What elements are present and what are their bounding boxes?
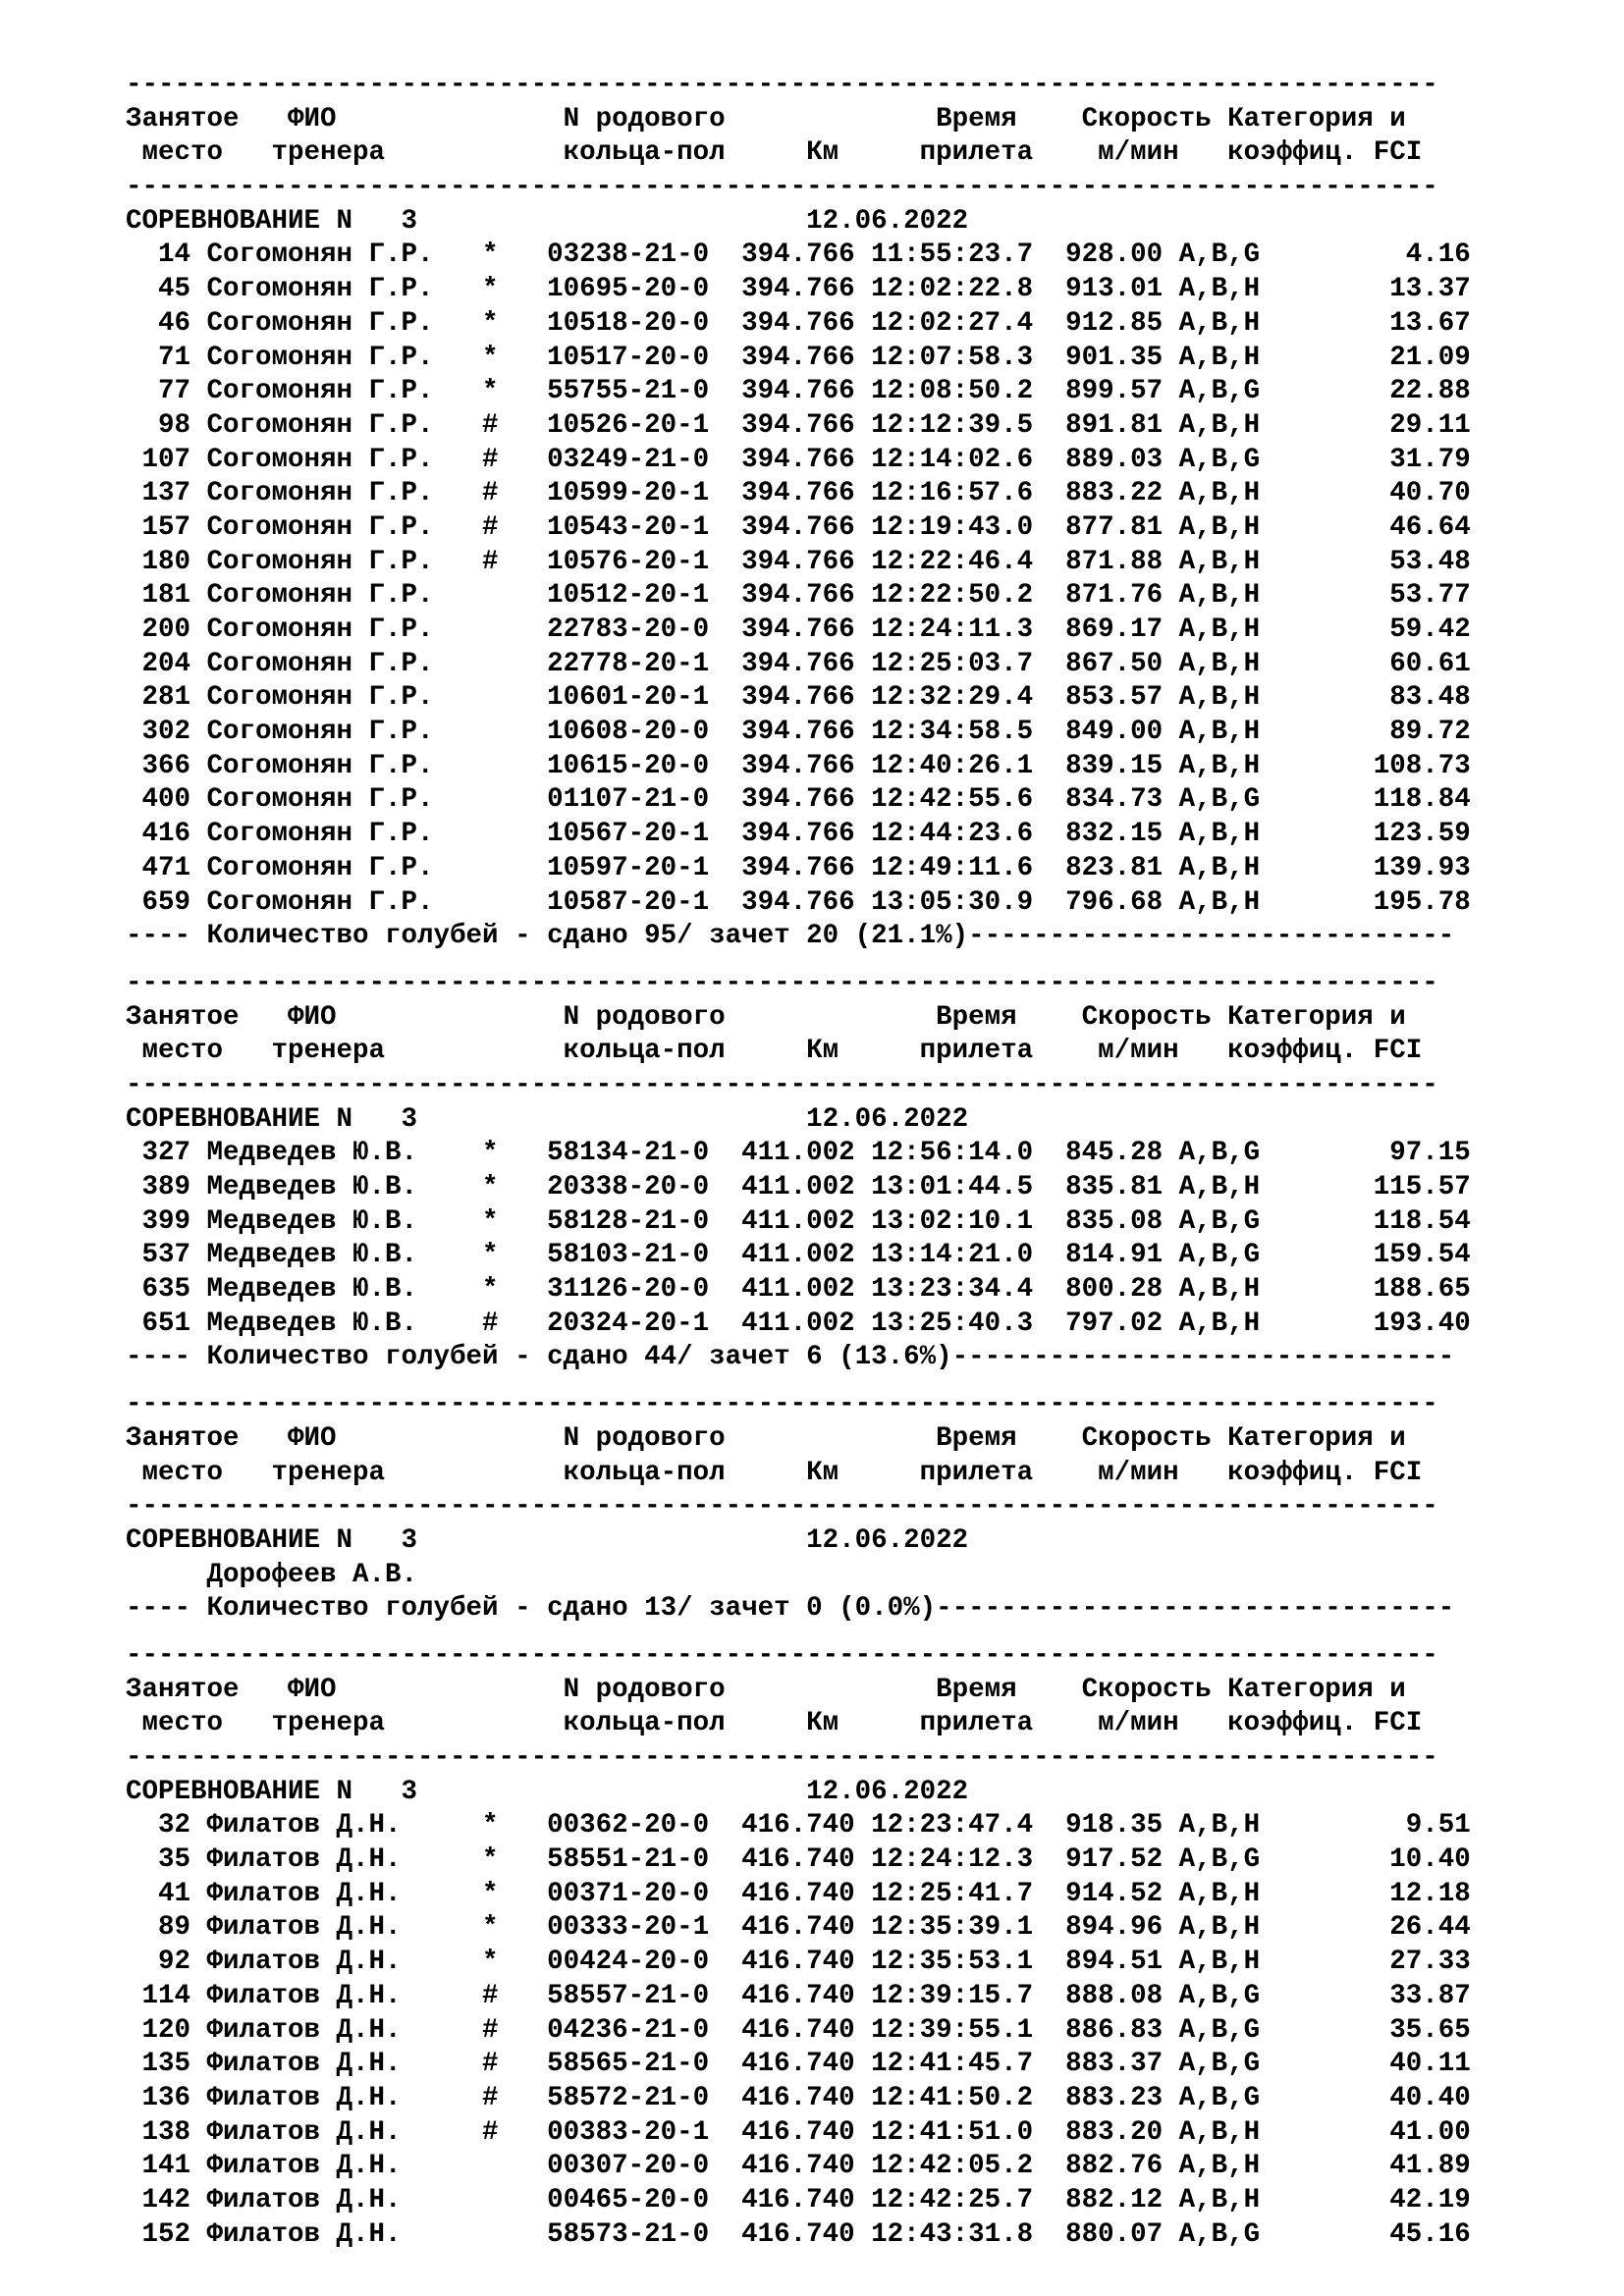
result-row: 399 Медведев Ю.В. * 58128-21-0 411.002 13:02:10.1 835.08 A,B,G 118.54	[126, 1205, 1471, 1237]
result-row: 71 Согомонян Г.Р. * 10517-20-0 394.766 12:07:58.3 901.35 A,B,H 21.09	[126, 342, 1471, 373]
divider: ---------------------------------------------------------------------------------	[126, 172, 1438, 203]
result-row: 204 Согомонян Г.Р. 22778-20-1 394.766 12:25:03.7 867.50 A,B,H 60.61	[126, 648, 1471, 679]
result-row: 327 Медведев Ю.В. * 58134-21-0 411.002 12:56:14.0 845.28 A,B,G 97.15	[126, 1138, 1471, 1169]
result-row: 45 Согомонян Г.Р. * 10695-20-0 394.766 12:02:22.8 913.01 A,B,H 13.37	[126, 274, 1471, 305]
result-row: 141 Филатов Д.Н. 00307-20-0 416.740 12:42:05.2 882.76 A,B,H 41.89	[126, 2151, 1471, 2182]
result-row: 98 Согомонян Г.Р. # 10526-20-1 394.766 12:12:39.5 891.81 A,B,H 29.11	[126, 409, 1471, 441]
result-row: 366 Согомонян Г.Р. 10615-20-0 394.766 12:40:26.1 839.15 A,B,H 108.73	[126, 750, 1471, 781]
summary-line: ---- Количество голубей - сдано 13/ зачет 0 (0.0%)--------------------------------	[126, 1593, 1455, 1625]
result-row: 181 Согомонян Г.Р. 10512-20-1 394.766 12:22:50.2 871.76 A,B,H 53.77	[126, 580, 1471, 612]
result-row: 135 Филатов Д.Н. # 58565-21-0 416.740 12:41:45.7 883.37 A,B,G 40.11	[126, 2049, 1471, 2080]
divider: ---------------------------------------------------------------------------------	[126, 1742, 1438, 1773]
section-gap	[126, 1627, 1471, 1639]
result-row: 136 Филатов Д.Н. # 58572-21-0 416.740 12:41:50.2 883.23 A,B,G 40.40	[126, 2082, 1471, 2113]
table-header-line-1: Занятое ФИО N родового Время Скорость Категория и	[126, 103, 1406, 134]
table-header-line-2: место тренера кольца-пол Км прилета м/мин коэффиц. FCI	[126, 1708, 1423, 1739]
table-header-line-1: Занятое ФИО N родового Время Скорость Категория и	[126, 1422, 1406, 1454]
summary-line: ---- Количество голубей - сдано 95/ зачет 20 (21.1%)------------------------------	[126, 921, 1455, 952]
result-row: 138 Филатов Д.Н. # 00383-20-1 416.740 12:41:51.0 883.20 A,B,H 41.00	[126, 2116, 1471, 2148]
section-gap	[126, 1375, 1471, 1388]
result-row: 46 Согомонян Г.Р. * 10518-20-0 394.766 12:02:27.4 912.85 A,B,H 13.67	[126, 307, 1471, 339]
table-header-line-2: место тренера кольца-пол Км прилета м/мин коэффиц. FCI	[126, 1457, 1423, 1488]
divider: ---------------------------------------------------------------------------------	[126, 1491, 1438, 1522]
result-row: 400 Согомонян Г.Р. 01107-21-0 394.766 12:42:55.6 834.73 A,B,G 118.84	[126, 784, 1471, 816]
divider: ---------------------------------------------------------------------------------	[126, 70, 1438, 100]
competition-line: СОРЕВНОВАНИЕ N 3 12.06.2022	[126, 205, 969, 237]
result-row: 416 Согомонян Г.Р. 10567-20-1 394.766 12:44:23.6 832.15 A,B,H 123.59	[126, 819, 1471, 850]
divider: ---------------------------------------------------------------------------------	[126, 1389, 1438, 1420]
table-header-line-2: место тренера кольца-пол Км прилета м/мин коэффиц. FCI	[126, 137, 1423, 169]
competition-line: СОРЕВНОВАНИЕ N 3 12.06.2022	[126, 1776, 969, 1807]
divider: ---------------------------------------------------------------------------------	[126, 1639, 1438, 1671]
result-row: 471 Согомонян Г.Р. 10597-20-1 394.766 12:49:11.6 823.81 A,B,H 139.93	[126, 852, 1471, 883]
competition-line: СОРЕВНОВАНИЕ N 3 12.06.2022	[126, 1103, 969, 1135]
result-row: 107 Согомонян Г.Р. # 03249-21-0 394.766 12:14:02.6 889.03 A,B,G 31.79	[126, 444, 1471, 475]
table-header-line-1: Занятое ФИО N родового Время Скорость Категория и	[126, 1001, 1406, 1033]
result-row: 180 Согомонян Г.Р. # 10576-20-1 394.766 12:22:46.4 871.88 A,B,H 53.48	[126, 546, 1471, 577]
table-header-line-2: место тренера кольца-пол Км прилета м/мин коэффиц. FCI	[126, 1036, 1423, 1067]
result-row: 537 Медведев Ю.В. * 58103-21-0 411.002 13:14:21.0 814.91 A,B,G 159.54	[126, 1240, 1471, 1271]
result-row: 651 Медведев Ю.В. # 20324-20-1 411.002 13:25:40.3 797.02 A,B,H 193.40	[126, 1308, 1471, 1339]
competition-line: СОРЕВНОВАНИЕ N 3 12.06.2022	[126, 1524, 969, 1556]
result-row: 137 Согомонян Г.Р. # 10599-20-1 394.766 12:16:57.6 883.22 A,B,H 40.70	[126, 478, 1471, 509]
result-row: 635 Медведев Ю.В. * 31126-20-0 411.002 13:23:34.4 800.28 A,B,H 188.65	[126, 1274, 1471, 1306]
result-row: 14 Согомонян Г.Р. * 03238-21-0 394.766 11:55:23.7 928.00 A,B,G 4.16	[126, 240, 1471, 271]
result-row: 92 Филатов Д.Н. * 00424-20-0 416.740 12:35:53.1 894.51 A,B,H 27.33	[126, 1947, 1471, 1978]
result-row: 41 Филатов Д.Н. * 00371-20-0 416.740 12:25:41.7 914.52 A,B,H 12.18	[126, 1878, 1471, 1909]
divider: ---------------------------------------------------------------------------------	[126, 967, 1438, 998]
summary-line: ---- Количество голубей - сдано 44/ зачет 6 (13.6%)-------------------------------	[126, 1342, 1455, 1373]
divider: ---------------------------------------------------------------------------------	[126, 1069, 1438, 1100]
result-row: 32 Филатов Д.Н. * 00362-20-0 416.740 12:23:47.4 918.35 A,B,H 9.51	[126, 1810, 1471, 1842]
result-row: 302 Согомонян Г.Р. 10608-20-0 394.766 12:34:58.5 849.00 A,B,H 89.72	[126, 717, 1471, 748]
trainer-name: Дорофеев А.В.	[126, 1559, 418, 1590]
result-row: 77 Согомонян Г.Р. * 55755-21-0 394.766 12:08:50.2 899.57 A,B,G 22.88	[126, 376, 1471, 407]
section-gap	[126, 954, 1471, 967]
table-header-line-1: Занятое ФИО N родового Время Скорость Категория и	[126, 1674, 1406, 1705]
result-row: 35 Филатов Д.Н. * 58551-21-0 416.740 12:24:12.3 917.52 A,B,G 10.40	[126, 1844, 1471, 1876]
result-row: 281 Согомонян Г.Р. 10601-20-1 394.766 12:32:29.4 853.57 A,B,H 83.48	[126, 682, 1471, 714]
result-row: 152 Филатов Д.Н. 58573-21-0 416.740 12:43:31.8 880.07 A,B,G 45.16	[126, 2218, 1471, 2250]
result-row: 389 Медведев Ю.В. * 20338-20-0 411.002 13:01:44.5 835.81 A,B,H 115.57	[126, 1172, 1471, 1202]
result-row: 142 Филатов Д.Н. 00465-20-0 416.740 12:42:25.7 882.12 A,B,H 42.19	[126, 2184, 1471, 2216]
results-document	[126, 69, 1471, 2252]
result-row: 89 Филатов Д.Н. * 00333-20-1 416.740 12:35:39.1 894.96 A,B,H 26.44	[126, 1912, 1471, 1944]
result-row: 114 Филатов Д.Н. # 58557-21-0 416.740 12:39:15.7 888.08 A,B,G 33.87	[126, 1980, 1471, 2011]
result-row: 120 Филатов Д.Н. # 04236-21-0 416.740 12:39:55.1 886.83 A,B,G 35.65	[126, 2014, 1471, 2046]
result-row: 659 Согомонян Г.Р. 10587-20-1 394.766 13:05:30.9 796.68 A,B,H 195.78	[126, 886, 1471, 918]
result-row: 157 Согомонян Г.Р. # 10543-20-1 394.766 12:19:43.0 877.81 A,B,H 46.64	[126, 511, 1471, 543]
result-row: 200 Согомонян Г.Р. 22783-20-0 394.766 12:24:11.3 869.17 A,B,H 59.42	[126, 614, 1471, 645]
